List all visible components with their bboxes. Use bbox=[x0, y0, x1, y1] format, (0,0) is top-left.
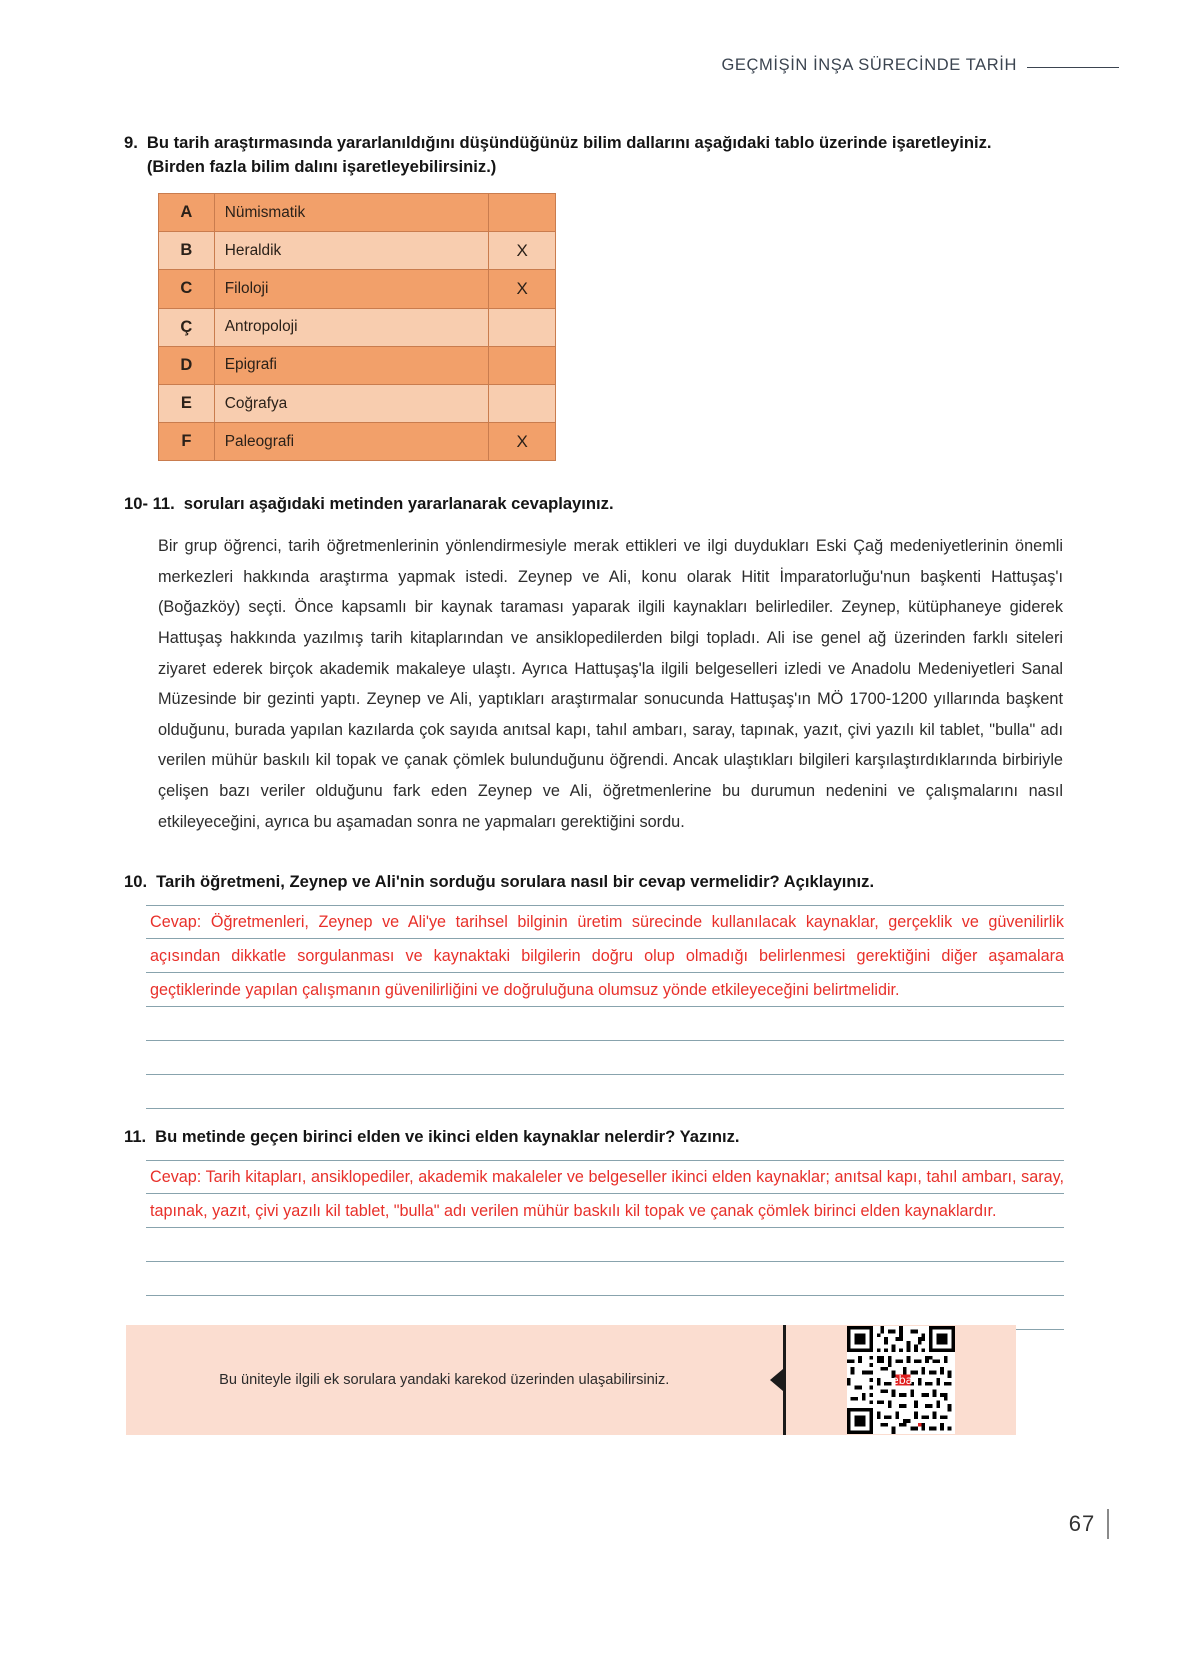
header-title: GEÇMİŞİN İNŞA SÜRECİNDE TARİH bbox=[721, 56, 1017, 74]
row-checkbox-cell[interactable]: X bbox=[489, 270, 556, 308]
qr-code-icon[interactable] bbox=[847, 1326, 955, 1434]
answer-line[interactable] bbox=[146, 1075, 1064, 1109]
row-checkbox-cell[interactable]: X bbox=[489, 232, 556, 270]
header-rule bbox=[1027, 67, 1119, 69]
note-text-wrap bbox=[126, 1325, 783, 1435]
question-10-heading bbox=[124, 870, 1064, 894]
row-letter: Ç bbox=[159, 308, 215, 346]
note-text: Bu üniteyle ilgili ek sorulara yandaki karekod üzerinden ulaşabilirsiniz. bbox=[219, 1372, 670, 1388]
note-divider-arrow bbox=[783, 1325, 787, 1435]
question-11-answer-text: Cevap: Tarih kitapları, ansiklopediler, akademik makaleler ve belgeseller ikinci elden kaynaklar; anıtsal kapı, tahıl ambarı, saray, tapınak, yazıt, çivi yazılı kil tablet, "bulla" adı verilen mühür baskılı kil topak ve çanak çömlek birinci elden kaynaklardır. bbox=[150, 1168, 1064, 1220]
question-11-answer-area[interactable] bbox=[146, 1160, 1064, 1330]
question-11-text: Bu metinde geçen birinci elden ve ikinci elden kaynaklar nelerdir? Yazınız. bbox=[155, 1127, 740, 1146]
row-discipline-name: Filoloji bbox=[214, 270, 489, 308]
table-row[interactable] bbox=[159, 270, 556, 308]
page-number-rule bbox=[1107, 1509, 1109, 1539]
table-row[interactable] bbox=[159, 423, 556, 461]
question-10-number: 10. bbox=[124, 872, 148, 891]
row-discipline-name: Coğrafya bbox=[214, 384, 489, 422]
row-discipline-name: Paleografi bbox=[214, 423, 489, 461]
question-9-text: Bu tarih araştırmasında yararlanıldığını düşündüğünüz bilim dallarını aşağıdaki tablo üzerinde işaretleyiniz. (Birden fazla bilim dalını işaretleyebilirsiniz.) bbox=[146, 133, 992, 176]
answer-line[interactable] bbox=[146, 939, 1064, 973]
qr-code-svg bbox=[847, 1326, 955, 1434]
row-letter: B bbox=[159, 232, 215, 270]
answer-line[interactable] bbox=[146, 1228, 1064, 1262]
row-checkbox-cell[interactable] bbox=[489, 346, 556, 384]
row-letter: F bbox=[159, 423, 215, 461]
table-row[interactable] bbox=[159, 308, 556, 346]
row-letter: D bbox=[159, 346, 215, 384]
answer-line[interactable] bbox=[146, 1262, 1064, 1296]
instruction-text: soruları aşağıdaki metinden yararlanarak cevaplayınız. bbox=[183, 494, 614, 513]
qr-brand-label: eba bbox=[891, 1374, 913, 1388]
row-discipline-name: Antropoloji bbox=[214, 308, 489, 346]
row-discipline-name: Heraldik bbox=[214, 232, 489, 270]
answer-line[interactable] bbox=[146, 1194, 1064, 1228]
page-number-block bbox=[1069, 1509, 1109, 1539]
instruction-number: 10- 11. bbox=[124, 494, 175, 513]
row-checkbox-cell[interactable] bbox=[489, 194, 556, 232]
reading-passage: Bir grup öğrenci, tarih öğretmenlerinin yönlendirmesiyle merak ettikleri ve ilgi duydukları Eski Çağ medeniyetlerinin önemli merkezleri hakkında araştırma yapmak istedi. Zeynep ve Ali, konu olarak Hitit İmparatorluğu'nun başkenti Hattuşaş'ı (Boğazköy) seçti. Önce kapsamlı bir kaynak taraması yaparak ilgili kaynakları belirlediler. Zeynep, kütüphaneye giderek Hattuşaş hakkında yazılmış tarih kitaplarından ve ansiklopedilerden bilgi topladı. Ali ise genel ağ üzerinden farklı siteleri ziyaret ederek birçok akademik makaleye ulaştı. Ayrıca Hattuşaş'la ilgili belgeselleri izledi ve Anadolu Medeniyetleri Sanal Müzesinde bir gezinti yaptı. Zeynep ve Ali, yaptıkları araştırmalar sonucunda Hattuşaş'ın MÖ 1700-1200 yıllarında başkent olduğunu, burada yapılan kazılarda çok sayıda anıtsal kapı, tahıl ambarı, saray, tapınak, yazıt, çivi yazılı kil tablet, "bulla" adı verilen mühür baskılı kil topak ve çanak çömlek bulunduğunu öğrendi. Ancak ulaştıkları bilgileri karşılaştırdıklarında birbiriyle çelişen bazı veriler olduğunu fark eden Zeynep ve Ali, öğretmenlerine bu durumun nedenini ve çalışmalarını nasıl etkileyeceğini, ayrıca bu aşamadan sonra ne yapmaları gerektiğini sordu. bbox=[158, 537, 1063, 831]
questions-10-11-instruction bbox=[124, 492, 1054, 516]
row-discipline-name: Nümismatik bbox=[214, 194, 489, 232]
row-letter: C bbox=[159, 270, 215, 308]
answer-line[interactable] bbox=[146, 905, 1064, 939]
row-letter: E bbox=[159, 384, 215, 422]
answer-line[interactable] bbox=[146, 1007, 1064, 1041]
question-9-heading bbox=[124, 131, 1054, 178]
answer-line[interactable] bbox=[146, 1041, 1064, 1075]
row-discipline-name: Epigrafi bbox=[214, 346, 489, 384]
row-letter: A bbox=[159, 194, 215, 232]
row-checkbox-cell[interactable] bbox=[489, 384, 556, 422]
question-11-number: 11. bbox=[124, 1127, 147, 1146]
qr-wrap bbox=[786, 1325, 1016, 1435]
table-row[interactable] bbox=[159, 384, 556, 422]
qr-note-box bbox=[126, 1325, 1016, 1435]
row-checkbox-cell[interactable]: X bbox=[489, 423, 556, 461]
question-11-heading bbox=[124, 1125, 1064, 1149]
page-number: 67 bbox=[1068, 1511, 1096, 1536]
answer-line[interactable] bbox=[146, 973, 1064, 1007]
question-10-answer-text: Cevap: Öğretmenleri, Zeynep ve Ali'ye tarihsel bilginin üretim sürecinde kullanılacak kaynaklar, gerçeklik ve güvenilirlik açısından dikkatle sorgulanması ve kaynaktaki bilgilerin doğru olup olmadığı belirlenmesi gerektiğini diğer aşamalara geçtiklerinde yapılan çalışmanın güvenilirliğini ve doğruluğuna olumsuz yönde etkileyeceğini belirtmelidir. bbox=[150, 913, 1064, 999]
row-checkbox-cell[interactable] bbox=[489, 308, 556, 346]
table-row[interactable] bbox=[159, 346, 556, 384]
question-10-answer-area[interactable] bbox=[146, 905, 1064, 1109]
science-branches-table bbox=[158, 193, 556, 461]
table-row[interactable] bbox=[159, 194, 556, 232]
answer-line[interactable] bbox=[146, 1160, 1064, 1194]
question-10-text: Tarih öğretmeni, Zeynep ve Ali'nin sorduğu sorulara nasıl bir cevap vermelidir? Açıklayınız. bbox=[156, 872, 875, 891]
question-9-number: 9. bbox=[124, 133, 138, 152]
table-row[interactable] bbox=[159, 232, 556, 270]
page-header bbox=[722, 56, 1120, 75]
